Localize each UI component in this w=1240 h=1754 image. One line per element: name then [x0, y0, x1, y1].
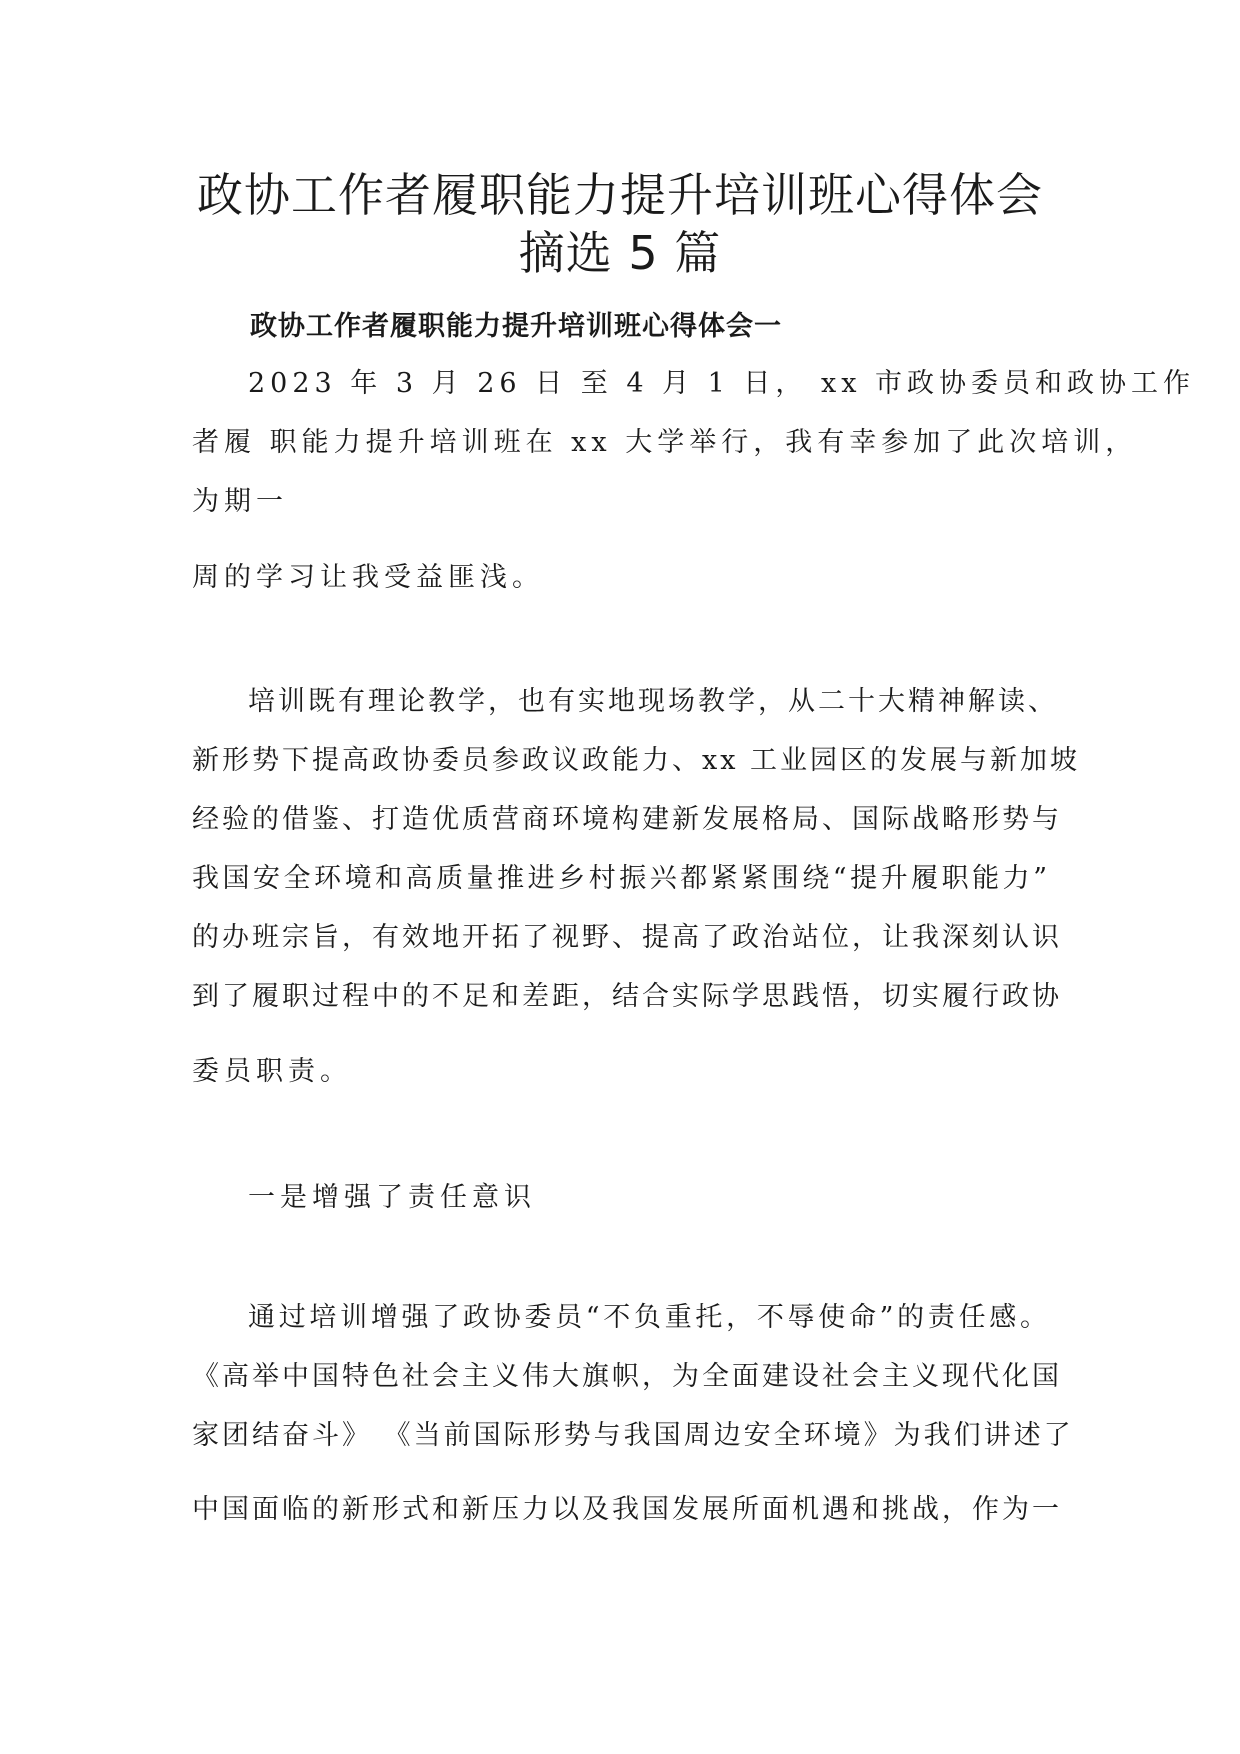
- paragraph-4-line-1: 通过培训增强了政协委员“不负重托，不辱使命”的责任感。: [248, 1302, 1050, 1333]
- paragraph-2-line-5: 的办班宗旨，有效地开拓了视野、提高了政治站位，让我深刻认识: [192, 922, 1062, 953]
- paragraph-4-line-2: 《高举中国特色社会主义伟大旗帜，为全面建设社会主义现代化国: [192, 1361, 1062, 1392]
- paragraph-2-line-3: 经验的借鉴、打造优质营商环境构建新发展格局、国际战略形势与: [192, 804, 1062, 835]
- paragraph-2-line-4: 我国安全环境和高质量推进乡村振兴都紧紧围绕“提升履职能力”: [192, 863, 1050, 894]
- paragraph-2-line-1: 培训既有理论教学，也有实地现场教学，从二十大精神解读、: [248, 686, 1058, 717]
- paragraph-1-line-2: 者履 职能力提升培训班在 xx 大学举行，我有幸参加了此次培训，: [192, 427, 1138, 458]
- paragraph-4-line-4: 中国面临的新形式和新压力以及我国发展所面机遇和挑战，作为一: [192, 1494, 1062, 1525]
- section-heading: 政协工作者履职能力提升培训班心得体会一: [250, 311, 782, 342]
- paragraph-1-line-1: 2023 年 3 月 26 日 至 4 月 1 日， xx 市政协委员和政协工作: [248, 368, 1196, 399]
- paragraph-2-line-6: 到了履职过程中的不足和差距，结合实际学思践悟，切实履行政协: [192, 981, 1062, 1012]
- document-title-line-2: 摘选 5 篇: [518, 226, 722, 280]
- paragraph-1-line-4: 周的学习让我受益匪浅。: [192, 562, 544, 593]
- paragraph-2-line-7: 委员职责。: [192, 1056, 352, 1087]
- paragraph-3-heading: 一是增强了责任意识: [248, 1182, 536, 1213]
- paragraph-1-line-3: 为期一: [192, 486, 288, 517]
- paragraph-4-line-3: 家团结奋斗》 《当前国际形势与我国周边安全环境》为我们讲述了: [192, 1420, 1074, 1451]
- paragraph-2-line-2: 新形势下提高政协委员参政议政能力、xx 工业园区的发展与新加坡: [192, 745, 1081, 776]
- document-title-line-1: 政协工作者履职能力提升培训班心得体会: [197, 168, 1043, 222]
